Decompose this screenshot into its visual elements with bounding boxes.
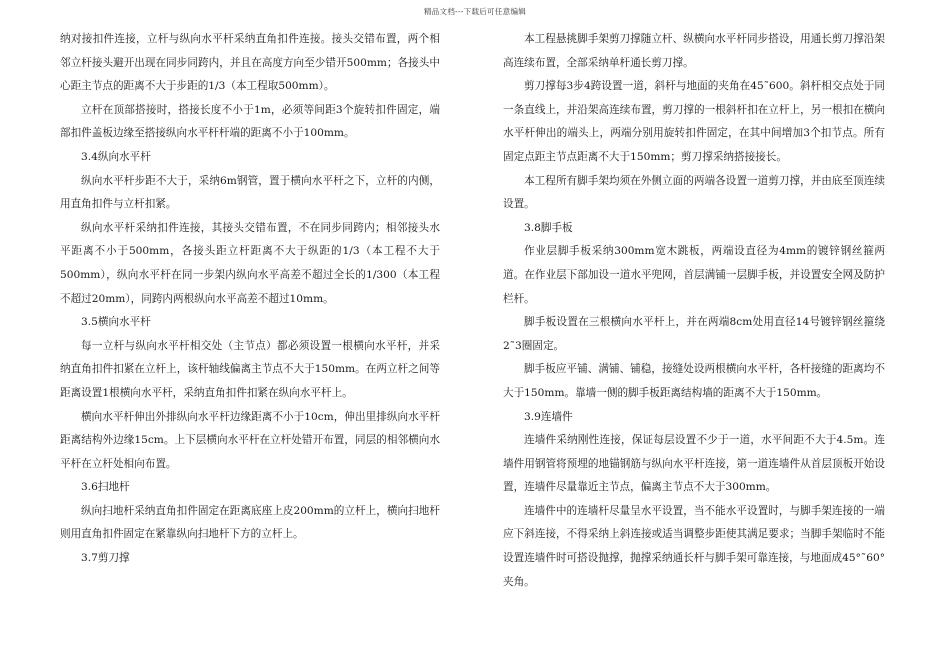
paragraph: 作业层脚手板采纳300mm宽木跳板，两端设直径为4mm的镀锌钢丝箍两道。在作业层下部加设一道水平兜网，首层满铺一层脚手板，并设置安全网及防护栏杆。 [503,245,885,305]
section-heading: 3.8脚手板 [524,221,573,234]
paragraph: 横向水平杆伸出外排纵向水平杆边缘距离不小于10cm，伸出里排纵向水平杆距离结构外边缘15cm。上下层横向水平杆在立杆处错开布置，同层的相邻横向水平杆在立杆处相向布置。 [60,410,440,470]
section-heading: 3.4纵向水平杆 [81,150,151,163]
right-column [503,28,885,594]
section-heading: 3.5横向水平杆 [81,316,151,329]
section-heading: 3.9连墙件 [524,410,573,423]
paragraph: 纳对接扣件连接，立杆与纵向水平杆采纳直角扣件连接。接头交错布置，两个相邻立杆接头避开出现在同步同跨内，并且在高度方向至少错开500mm；各接头中心距主节点的距离不大于步距的1/3（本工程取500mm）。 [60,33,440,93]
paragraph: 连墙件采纳刚性连接，保证每层设置不少于一道，水平间距不大于4.5m。连墙件用钢管将预埋的地锚钢筋与纵向水平杆连接，第一道连墙件从首层顶板开始设置，连墙件尽量靠近主节点，偏离主节点不大于300mm。 [503,434,885,494]
paragraph: 本工程悬挑脚手架剪刀撑随立杆、纵横向水平杆同步搭设，用通长剪刀撑沿架高连续布置，全部采纳单杆通长剪刀撑。 [503,33,885,69]
paragraph: 本工程所有脚手架均须在外侧立面的两端各设置一道剪刀撑，并由底至顶连续设置。 [503,174,885,211]
paragraph: 纵向水平杆步距不大于，采纳6m钢管，置于横向水平杆之下，立杆的内侧，用直角扣件与立杆扣紧。 [60,174,440,211]
paragraph: 连墙件中的连墙杆尽量呈水平设置，当不能水平设置时，与脚手架连接的一端应下斜连接，不得采纳上斜连接或适当调整步距使其满足要求；当脚手架临时不能设置连墙件时可搭设抛撑，抛撑采纳通长杆与脚手架可靠连接，与地面成45°˜60°夹角。 [503,504,885,588]
paragraph: 脚手板设置在三根横向水平杆上，并在两端8cm处用直径14号镀锌钢丝箍绕2˜3圈固定。 [503,316,885,352]
paragraph: 纵向水平杆采纳扣件连接，其接头交错布置，不在同步同跨内；相邻接头水平距离不小于500mm，各接头距立杆距离不大于纵距的1/3（本工程不大于500mm），纵向水平杆在同一步架内纵向水平高差不超过全长的1/300（本工程不超过20mm），同跨内两根纵向水平高差不超过10mm。 [60,221,440,305]
paragraph: 每一立杆与纵向水平杆相交处（主节点）都必须设置一根横向水平杆，并采纳直角扣件扣紧在立杆上，该杆轴线偏离主节点不大于150mm。在两立杆之间等距离设置1根横向水平杆，采纳直角扣件扣紧在纵向水平杆上。 [60,339,440,399]
section-heading: 3.6扫地杆 [81,481,130,494]
paragraph: 脚手板应平铺、满铺、铺稳，接缝处设两根横向水平杆，各杆接缝的距离均不大于150mm。靠墙一侧的脚手板距离结构墙的距离不大于150mm。 [503,363,885,399]
page-header: 精品文档---下载后可任意编辑 [423,7,527,16]
paragraph: 剪刀撑每3步4跨设置一道，斜杆与地面的夹角在45˜600。斜杆相交点处于同一条直线上，并沿架高连续布置，剪刀撑的一根斜杆扣在立杆上，另一根扣在横向水平杆伸出的端头上，两端分别用旋转扣件固定，在其中间增加3个扣节点。所有固定点距主节点距离不大于150mm；剪刀撑采纳搭接接长。 [503,80,885,163]
left-column [60,28,440,571]
section-heading: 3.7剪刀撑 [81,552,130,565]
paragraph: 立杆在顶部搭接时，搭接长度不小于1m，必须等间距3个旋转扣件固定，端部扣件盖板边缘至搭接纵向水平杆杆端的距离不小于100mm。 [60,103,440,140]
paragraph: 纵向扫地杆采纳直角扣件固定在距离底座上皮200mm的立杆上，横向扫地杆则用直角扣件固定在紧靠纵向扫地杆下方的立杆上。 [60,504,440,541]
